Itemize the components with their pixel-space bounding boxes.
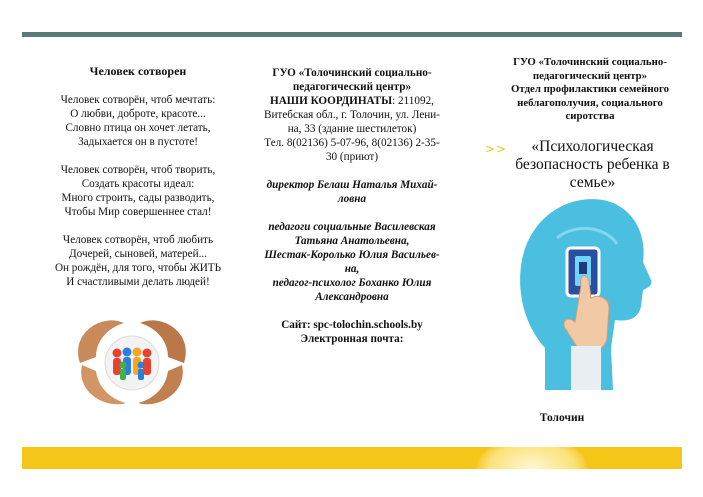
poem-line: Он рождён, для того, чтобы ЖИТЬ	[54, 262, 222, 274]
postal-code: : 211092,	[392, 95, 434, 107]
phone-line: 30 (приют)	[325, 151, 379, 163]
org-name: педагогический центр»	[292, 81, 412, 93]
bottom-accent-bar	[22, 447, 682, 469]
poem-column	[28, 64, 248, 303]
head-touch-illustration	[505, 178, 655, 398]
website-line	[252, 318, 452, 332]
cover-org: педагогический центр»	[532, 69, 648, 82]
top-divider-bar	[22, 32, 682, 37]
address-block	[252, 94, 452, 108]
cover-dept: Отдел профилактики семейного	[511, 83, 669, 95]
site-link[interactable]: spc-tolochin.schools.by	[313, 319, 423, 331]
cover-dept: неблагополучия, социального	[517, 96, 663, 109]
site-label: Сайт:	[281, 319, 311, 331]
poem-line: Человек сотворён, чтоб творить,	[60, 164, 216, 176]
sun-glow-decoration	[477, 447, 587, 469]
poem-line: Чтобы Мир совершеннее стал!	[64, 206, 212, 218]
address-line: на, 33 (здание шестилеток)	[287, 123, 417, 135]
poem-title: Человек сотворен	[89, 64, 187, 78]
poem-line: Человек сотворён, чтоб любить	[62, 234, 214, 246]
email-label: Электронная почта:	[300, 333, 404, 345]
coords-label: НАШИ КООРДИНАТЫ	[270, 95, 393, 107]
city-name: Толочин	[539, 412, 585, 424]
cover-column	[485, 56, 695, 194]
phone-line: Тел. 8(02136) 5-07-96, 8(02136) 2-35-	[264, 137, 440, 149]
brochure-title: «Психологическая безопасность ребенка в семье»	[515, 137, 670, 191]
address-line: Витебская обл., г. Толочин, ул. Лени-	[263, 109, 440, 121]
poem-line: Задыхается он в пустоте!	[78, 136, 198, 148]
staff-line: на,	[344, 263, 360, 275]
poem-line: Дочерей, сыновей, матерей...	[69, 248, 207, 260]
poem-line: Много строить, сады разводить,	[61, 192, 215, 204]
staff-line: педагог-психолог Боханко Юлия	[272, 277, 432, 289]
cover-dept: сиротства	[565, 110, 615, 122]
staff-line: Шестак-Королько Юлия Васильев-	[264, 249, 440, 261]
contacts-column	[252, 66, 452, 346]
staff-line: Татьяна Анатольевна,	[294, 235, 410, 247]
org-name: ГУО «Толочинский социально-	[272, 67, 432, 79]
director-line: ловна	[337, 193, 367, 205]
poem-line: О любви, доброте, красоте...	[70, 108, 206, 120]
poem-stanza-1	[28, 93, 248, 149]
director-line: директор Белаш Наталья Михай-	[266, 179, 438, 191]
double-arrow-icon: >>	[485, 141, 508, 156]
poem-line: И счастливыми делать людей!	[66, 276, 210, 288]
family-hands-illustration	[62, 305, 202, 415]
staff-line: педагоги социальные Василевская	[268, 221, 436, 233]
poem-line: Человек сотворён, чтоб мечтать:	[60, 94, 216, 106]
poem-line: Создать красоты идеал:	[81, 178, 195, 190]
poem-line: Словно птица он хочет летать,	[65, 122, 211, 134]
poem-stanza-2	[28, 163, 248, 219]
poem-stanza-3	[28, 233, 248, 289]
staff-line: Александровна	[315, 291, 389, 303]
cover-org: ГУО «Толочинский социально-	[513, 56, 667, 68]
